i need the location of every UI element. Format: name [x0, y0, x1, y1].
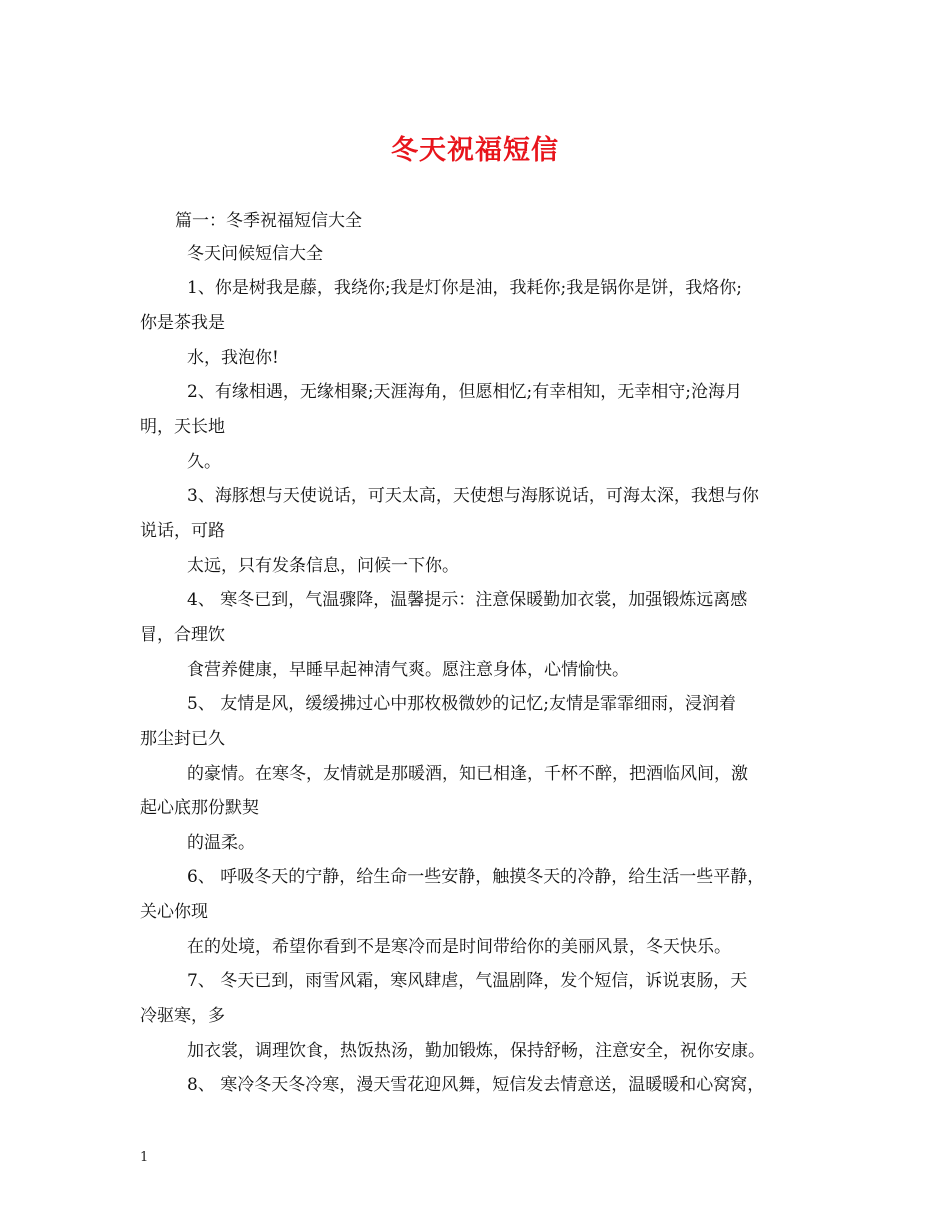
text-line: 在的处境，希望你看到不是寒冷而是时间带给你的美丽风景，冬天快乐。 — [187, 937, 731, 957]
text-line: 水，我泡你! — [187, 348, 279, 368]
text-line: 食营养健康，早睡早起神清气爽。愿注意身体，心情愉快。 — [187, 660, 629, 680]
text-line: 4、 寒冬已到，气温骤降，温馨提示：注意保暖勤加衣裳，加强锻炼远离感 — [187, 590, 748, 610]
text-line: 6、 呼吸冬天的宁静，给生命一些安静，触摸冬天的冷静，给生活一些平静， — [187, 867, 765, 887]
text-line: 5、 友情是风，缓缓拂过心中那枚极微妙的记忆;友情是霏霏细雨，浸润着 — [187, 694, 736, 714]
text-line: 太远，只有发条信息，问候一下你。 — [187, 556, 459, 576]
text-line: 2、有缘相遇，无缘相聚;天涯海角，但愿相忆;有幸相知，无幸相守;沧海月 — [187, 382, 742, 402]
text-line: 冒，合理饮 — [140, 625, 225, 645]
text-line: 的温柔。 — [187, 833, 255, 853]
text-line: 加衣裳，调理饮食，热饭热汤，勤加锻炼，保持舒畅，注意安全，祝你安康。 — [187, 1041, 765, 1061]
text-line: 起心底那份默契 — [140, 798, 259, 818]
text-line: 1、你是树我是藤，我绕你;我是灯你是油，我耗你;我是锅你是饼，我烙你; — [187, 278, 742, 298]
text-line: 你是茶我是 — [140, 313, 225, 333]
text-line: 8、 寒冷冬天冬冷寒，漫天雪花迎风舞，短信发去情意送，温暖暖和心窝窝， — [187, 1075, 765, 1095]
text-line: 关心你现 — [140, 902, 208, 922]
document-title: 冬天祝福短信 — [391, 135, 559, 166]
text-line: 久。 — [187, 452, 221, 472]
subheading: 冬天问候短信大全 — [187, 244, 323, 264]
text-line: 冷驱寒，多 — [140, 1006, 225, 1026]
text-line: 明，天长地 — [140, 417, 225, 437]
text-line: 7、 冬天已到，雨雪风霜，寒风肆虐，气温剧降，发个短信，诉说衷肠，天 — [187, 971, 748, 991]
text-line: 那尘封已久 — [140, 729, 225, 749]
page-number: 1 — [140, 1150, 149, 1165]
section-heading: 篇一：冬季祝福短信大全 — [175, 211, 362, 231]
text-line: 3、海豚想与天使说话，可天太高，天使想与海豚说话，可海太深，我想与你 — [187, 486, 759, 506]
text-line: 说话，可路 — [140, 521, 225, 541]
text-line: 的豪情。在寒冬，友情就是那暖酒，知已相逢，千杯不醉，把酒临风间，激 — [187, 764, 748, 784]
